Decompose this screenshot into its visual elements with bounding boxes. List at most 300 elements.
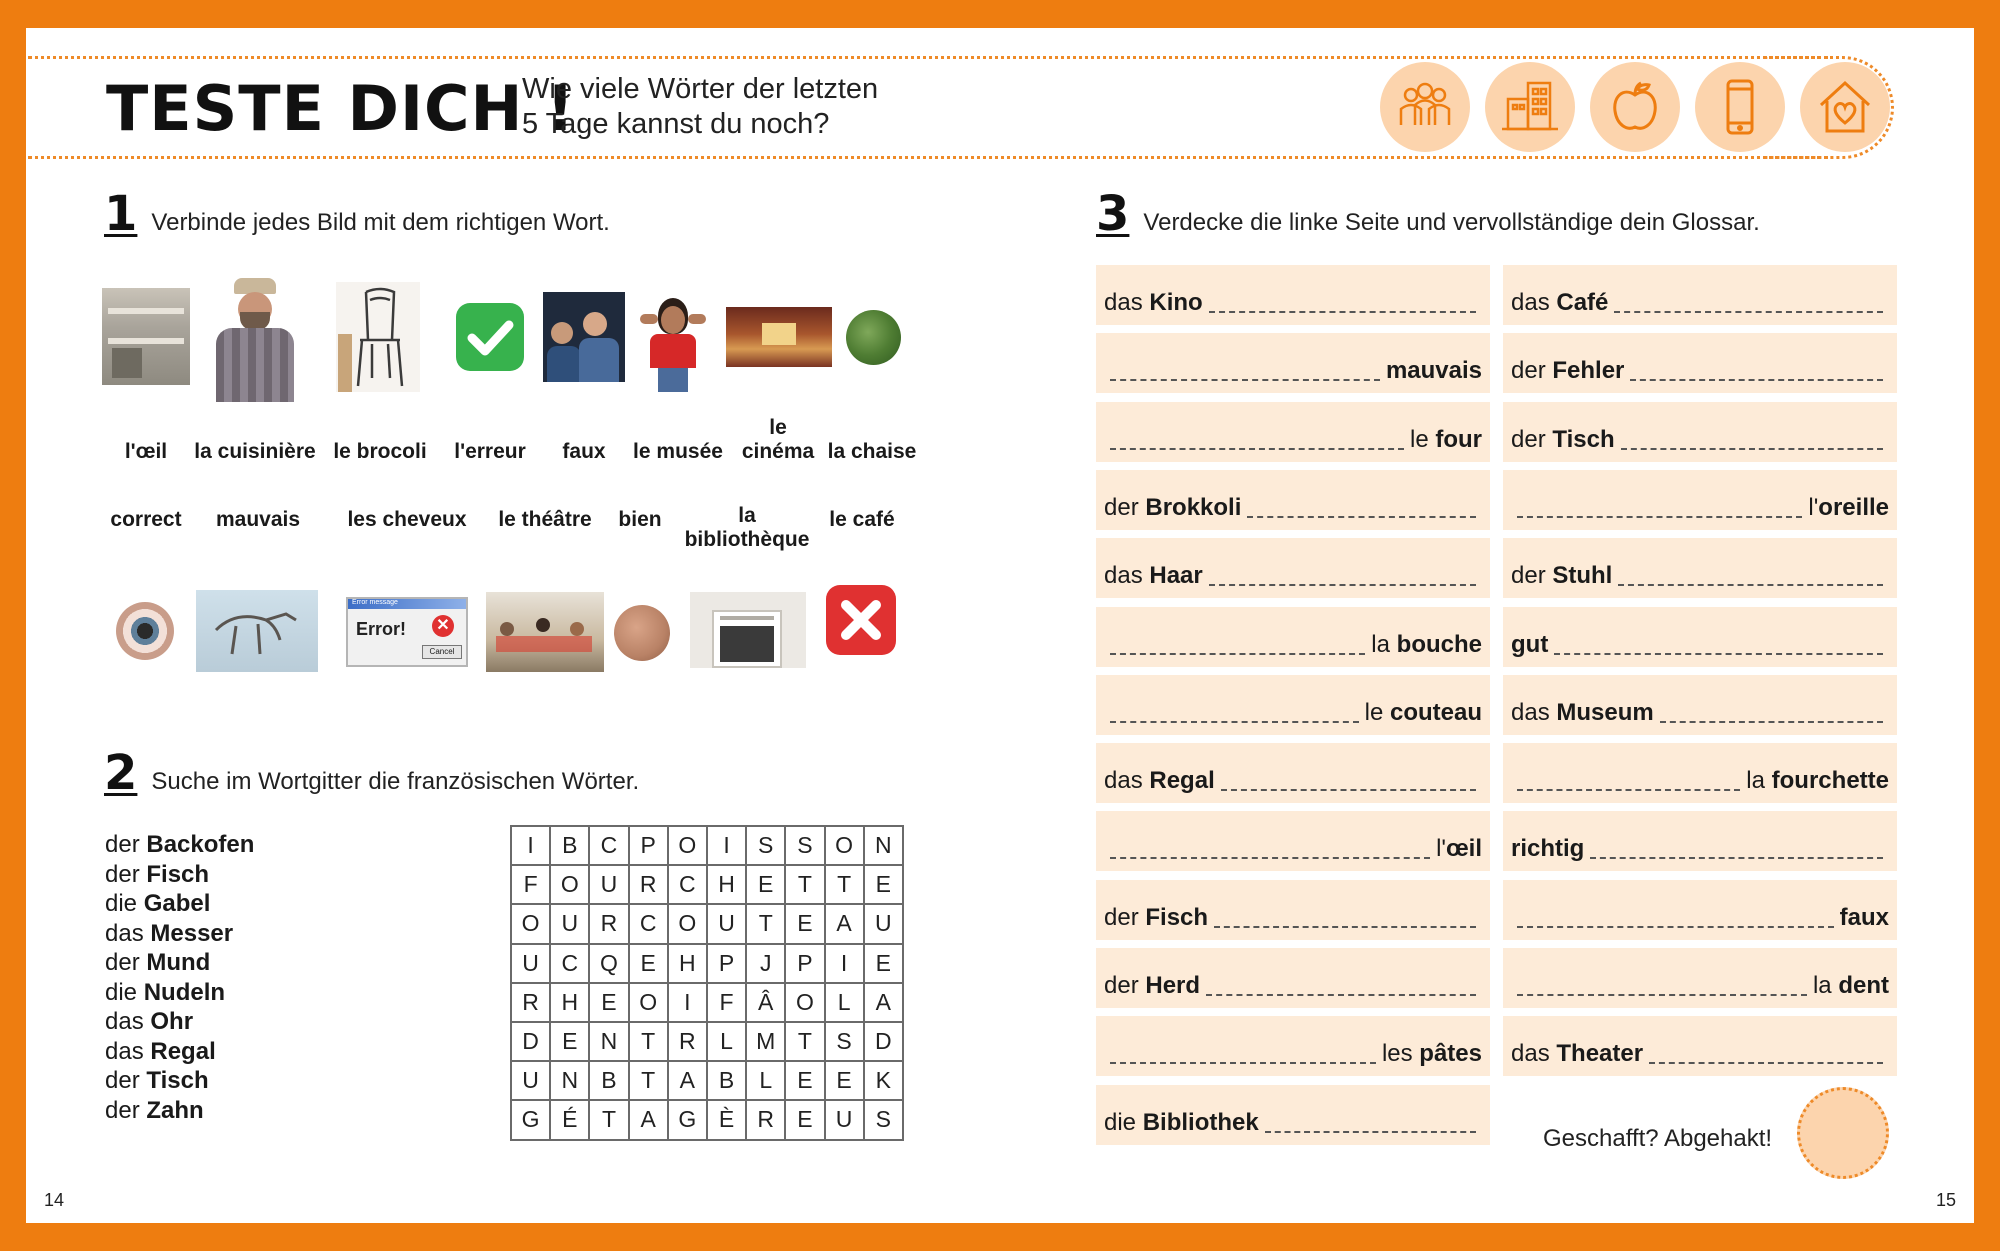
answer-line[interactable] <box>1209 311 1476 313</box>
glossary-entry <box>1096 402 1490 462</box>
glossary-entry <box>1096 811 1490 871</box>
word-mauvais: mauvais <box>215 508 301 531</box>
library-photo <box>102 288 190 385</box>
glossary-word <box>1746 767 1889 795</box>
grid-row <box>511 1022 903 1061</box>
grid-cell[interactable]: U <box>589 865 628 904</box>
header-dotted-line-bottom <box>28 156 1828 159</box>
grid-row <box>511 865 903 904</box>
grid-cell[interactable]: C <box>629 904 668 943</box>
noun: Backofen <box>146 831 255 858</box>
dinosaur-museum-photo <box>196 590 318 672</box>
grid-cell[interactable]: N <box>550 1061 589 1100</box>
grid-cell[interactable]: M <box>746 1022 785 1061</box>
noun: faux <box>1839 903 1889 931</box>
grid-cell[interactable]: S <box>746 826 785 865</box>
cafe-photo <box>486 592 604 672</box>
grid-row <box>511 1100 903 1139</box>
grid-row <box>511 826 903 865</box>
noun: pâtes <box>1419 1040 1482 1068</box>
article: der <box>105 860 140 888</box>
glossary-word <box>1410 426 1482 454</box>
grid-cell[interactable]: L <box>825 983 864 1022</box>
grid-cell[interactable]: D <box>511 1022 550 1061</box>
hair-photo <box>614 605 670 661</box>
glossary-word <box>1511 699 1654 727</box>
article: der <box>105 831 140 858</box>
grid-cell[interactable]: L <box>707 1022 746 1061</box>
cook-man-photo <box>204 278 304 402</box>
subtitle-line-1: Wie viele Wörter der letzten <box>522 73 879 105</box>
word-cuisiniere: la cuisinière <box>194 440 316 463</box>
answer-line[interactable] <box>1110 379 1380 381</box>
glossary-entry <box>1503 333 1897 393</box>
article: die <box>1104 1108 1143 1136</box>
grid-cell[interactable]: F <box>707 983 746 1022</box>
article: der <box>1511 357 1553 385</box>
glossary-word <box>1104 289 1203 317</box>
article: le <box>1364 698 1390 726</box>
grid-cell[interactable]: E <box>864 865 903 904</box>
grid-cell[interactable]: G <box>668 1100 707 1139</box>
glossary-entry <box>1096 948 1490 1008</box>
glossary-word <box>1104 1109 1259 1137</box>
article: der <box>105 1096 140 1124</box>
error-cancel-button: Cancel <box>422 645 462 659</box>
word-faux: faux <box>562 440 606 463</box>
word-brocoli: le brocoli <box>333 440 427 463</box>
grid-row <box>511 904 903 943</box>
glossary-word <box>1104 972 1200 1000</box>
glossary-entry <box>1503 811 1897 871</box>
answer-line[interactable] <box>1621 448 1883 450</box>
glossary-entry <box>1096 675 1490 735</box>
glossary-entry <box>1096 333 1490 393</box>
list-item <box>105 860 254 890</box>
grid-cell[interactable]: H <box>707 865 746 904</box>
grid-cell[interactable]: T <box>785 865 824 904</box>
grid-cell[interactable]: U <box>511 1061 550 1100</box>
grid-cell[interactable]: R <box>746 1100 785 1139</box>
glossary-word <box>1386 357 1482 385</box>
answer-line[interactable] <box>1517 789 1740 791</box>
grid-cell[interactable]: H <box>550 983 589 1022</box>
noun: Kino <box>1149 289 1203 316</box>
article: la <box>1371 630 1397 658</box>
article: das <box>1511 289 1557 316</box>
grid-cell[interactable]: K <box>864 1061 903 1100</box>
grid-cell[interactable]: O <box>668 904 707 943</box>
grid-cell[interactable]: T <box>785 1022 824 1061</box>
article: die <box>105 890 138 917</box>
answer-line[interactable] <box>1110 721 1359 723</box>
answer-line[interactable] <box>1517 926 1834 928</box>
noun: Theater <box>1556 1040 1644 1068</box>
article: la <box>1812 972 1839 999</box>
answer-line[interactable] <box>1618 584 1883 586</box>
noun: richtig <box>1511 835 1585 863</box>
word-cafe: le café <box>829 508 895 531</box>
grid-cell[interactable]: O <box>785 983 824 1022</box>
noun: gut <box>1511 630 1549 658</box>
grid-cell[interactable]: A <box>864 983 903 1022</box>
glossary-entry <box>1503 743 1897 803</box>
answer-line[interactable] <box>1247 516 1476 518</box>
word-bien: bien <box>618 508 662 531</box>
noun: Museum <box>1556 698 1654 726</box>
grid-cell[interactable]: J <box>746 944 785 983</box>
grid-cell[interactable]: R <box>589 904 628 943</box>
word-search-grid[interactable] <box>510 825 904 1141</box>
error-close-icon: ✕ <box>432 615 454 637</box>
answer-line[interactable] <box>1206 994 1476 996</box>
answer-line[interactable] <box>1517 994 1807 996</box>
grid-cell[interactable]: I <box>668 983 707 1022</box>
grid-cell[interactable]: E <box>825 1061 864 1100</box>
grid-cell[interactable]: T <box>629 1061 668 1100</box>
grid-cell[interactable]: L <box>746 1061 785 1100</box>
grid-cell[interactable]: U <box>707 904 746 943</box>
grid-cell[interactable]: O <box>629 983 668 1022</box>
girl-ears-photo <box>636 294 710 392</box>
glossary-entry <box>1096 1016 1490 1076</box>
grid-cell[interactable]: E <box>785 904 824 943</box>
people-icon <box>1380 62 1470 152</box>
grid-cell[interactable]: T <box>825 865 864 904</box>
glossary-entry <box>1096 607 1490 667</box>
article: der <box>1511 425 1553 453</box>
noun: Messer <box>150 919 234 947</box>
word-cheveux: les cheveux <box>347 508 467 531</box>
noun: dent <box>1838 972 1889 999</box>
article: das <box>105 1008 144 1035</box>
grid-cell[interactable]: E <box>746 865 785 904</box>
answer-line[interactable] <box>1517 516 1802 518</box>
ex3-number: 3 <box>1096 186 1130 242</box>
grid-cell[interactable]: T <box>746 904 785 943</box>
answer-line[interactable] <box>1630 379 1883 381</box>
grid-cell[interactable]: E <box>550 1022 589 1061</box>
glossary-word <box>1511 631 1548 659</box>
glossary-word <box>1808 494 1889 522</box>
article: der <box>105 949 140 976</box>
article: das <box>1511 1040 1557 1068</box>
glossary-word <box>1104 767 1215 795</box>
grid-cell[interactable]: U <box>825 1100 864 1139</box>
article: der <box>1104 903 1146 931</box>
article: les <box>1381 1040 1420 1068</box>
article: das <box>1104 767 1150 795</box>
grid-cell[interactable]: O <box>550 865 589 904</box>
page-title: TESTE DICH ! <box>106 72 576 145</box>
grid-cell[interactable]: I <box>511 826 550 865</box>
noun: Tisch <box>1552 425 1615 453</box>
noun: Stuhl <box>1552 562 1613 590</box>
noun: Gabel <box>143 890 211 917</box>
answer-line[interactable] <box>1614 311 1883 313</box>
list-item <box>105 948 254 978</box>
grid-cell[interactable]: I <box>825 944 864 983</box>
ex2-number: 2 <box>104 745 138 801</box>
answer-line[interactable] <box>1554 653 1883 655</box>
noun: Nudeln <box>143 978 226 1006</box>
glossary-word <box>1840 904 1889 932</box>
ex2-word-list <box>105 830 254 1125</box>
list-item <box>105 830 254 860</box>
grid-cell[interactable]: A <box>629 1100 668 1139</box>
chair-photo <box>336 282 420 392</box>
glossary-word <box>1511 562 1612 590</box>
article: der <box>105 1067 140 1094</box>
oven-photo <box>690 592 806 668</box>
glossary-entry <box>1096 470 1490 530</box>
done-label: Geschafft? Abgehakt! <box>1543 1125 1773 1152</box>
ex2-heading <box>104 745 639 801</box>
ex1-number: 1 <box>104 186 138 242</box>
list-item <box>105 1037 254 1067</box>
grid-cell[interactable]: É <box>550 1100 589 1139</box>
noun: Tisch <box>146 1067 209 1094</box>
noun: Brokkoli <box>1145 493 1242 521</box>
grid-row <box>511 944 903 983</box>
grid-cell[interactable]: E <box>785 1061 824 1100</box>
word-oeil: l'œil <box>124 440 168 463</box>
grid-cell[interactable]: R <box>629 865 668 904</box>
page-subtitle <box>522 72 878 142</box>
noun: fourchette <box>1771 767 1889 795</box>
grid-cell[interactable]: E <box>785 1100 824 1139</box>
noun: Regal <box>150 1037 216 1065</box>
article: das <box>1104 562 1150 590</box>
topic-icons <box>1380 62 1890 152</box>
glossary-entry <box>1503 675 1897 735</box>
article: la <box>1746 767 1772 795</box>
ex2-instruction: Suche im Wortgitter die französischen Wörter. <box>151 768 640 795</box>
list-item <box>105 919 254 949</box>
article: der <box>1511 562 1553 590</box>
glossary-word <box>1511 1040 1643 1068</box>
grid-cell[interactable]: U <box>550 904 589 943</box>
answer-line[interactable] <box>1590 857 1883 859</box>
grid-cell[interactable]: C <box>668 865 707 904</box>
article: der <box>1104 493 1146 521</box>
apple-icon <box>1590 62 1680 152</box>
glossary-entry <box>1503 1016 1897 1076</box>
glossary-word <box>1104 562 1203 590</box>
answer-line[interactable] <box>1265 1131 1476 1133</box>
glossary-word <box>1104 904 1208 932</box>
grid-cell[interactable]: R <box>668 1022 707 1061</box>
grid-cell[interactable]: R <box>511 983 550 1022</box>
grid-cell[interactable]: U <box>511 944 550 983</box>
ex3-instruction: Verdecke die linke Seite und vervollständige dein Glossar. <box>1143 209 1760 236</box>
grid-cell[interactable]: U <box>864 904 903 943</box>
answer-line[interactable] <box>1214 926 1476 928</box>
glossary-entry <box>1096 1085 1490 1145</box>
article: das <box>105 1037 144 1065</box>
noun: Fisch <box>1145 903 1209 931</box>
grid-cell[interactable]: G <box>511 1100 550 1139</box>
glossary-word <box>1382 1040 1482 1068</box>
noun: Ohr <box>150 1008 194 1035</box>
list-item <box>105 978 254 1008</box>
ex1-heading <box>104 186 610 242</box>
glossary-word <box>1511 357 1624 385</box>
article: l' <box>1436 835 1446 863</box>
grid-cell[interactable]: F <box>511 865 550 904</box>
header-dotted-line-top <box>28 56 1828 59</box>
grid-cell[interactable]: P <box>707 944 746 983</box>
glossary-entry <box>1503 880 1897 940</box>
noun: mauvais <box>1385 357 1482 385</box>
grid-cell[interactable]: O <box>825 826 864 865</box>
glossary-word <box>1436 835 1482 863</box>
grid-cell[interactable]: B <box>550 826 589 865</box>
grid-cell[interactable]: B <box>589 1061 628 1100</box>
grid-cell[interactable]: T <box>589 1100 628 1139</box>
answer-line[interactable] <box>1110 857 1430 859</box>
glossary-entry <box>1096 538 1490 598</box>
noun: bouche <box>1396 630 1482 658</box>
article: das <box>1104 289 1150 316</box>
word-theatre: le théâtre <box>498 508 592 531</box>
grid-cell[interactable]: S <box>785 826 824 865</box>
done-checkbox[interactable] <box>1797 1087 1889 1179</box>
glossary-entry <box>1096 880 1490 940</box>
answer-line[interactable] <box>1110 653 1365 655</box>
grid-cell[interactable]: H <box>668 944 707 983</box>
grid-cell[interactable]: N <box>589 1022 628 1061</box>
noun: Zahn <box>146 1096 204 1124</box>
answer-line[interactable] <box>1209 584 1476 586</box>
grid-cell[interactable]: E <box>589 983 628 1022</box>
eye-photo <box>116 602 174 660</box>
grid-cell[interactable]: A <box>825 904 864 943</box>
glossary-entry <box>1096 265 1490 325</box>
glossary-entry <box>1503 538 1897 598</box>
page-number-right: 15 <box>1936 1190 1957 1210</box>
grid-cell[interactable]: D <box>864 1022 903 1061</box>
header-banner <box>28 56 1894 159</box>
grid-cell[interactable]: P <box>629 826 668 865</box>
grid-cell[interactable]: P <box>785 944 824 983</box>
theatre-hall-photo <box>726 307 832 367</box>
word-chaise: la chaise <box>827 440 917 463</box>
noun: Café <box>1556 289 1609 316</box>
glossary-word <box>1511 289 1608 317</box>
noun: Regal <box>1149 767 1215 795</box>
grid-cell[interactable]: C <box>589 826 628 865</box>
noun: four <box>1435 425 1482 453</box>
answer-line[interactable] <box>1221 789 1476 791</box>
cinema-audience-photo <box>543 292 625 382</box>
glossary-entry <box>1503 470 1897 530</box>
subtitle-line-2: 5 Tage kannst du noch? <box>522 108 830 140</box>
glossary-entry <box>1503 402 1897 462</box>
article: die <box>105 978 138 1006</box>
page-number-left: 14 <box>44 1190 65 1210</box>
grid-cell[interactable]: E <box>864 944 903 983</box>
noun: Fehler <box>1552 357 1625 385</box>
glossary-entry <box>1503 607 1897 667</box>
broccoli-photo <box>846 310 901 365</box>
noun: couteau <box>1389 698 1482 726</box>
grid-cell[interactable]: E <box>629 944 668 983</box>
grid-cell[interactable]: O <box>511 904 550 943</box>
glossary-word <box>1511 835 1584 863</box>
grid-cell[interactable]: N <box>864 826 903 865</box>
glossary-word <box>1511 426 1615 454</box>
glossary-word <box>1813 972 1889 1000</box>
grid-cell[interactable]: C <box>550 944 589 983</box>
cross-icon <box>826 585 896 655</box>
noun: Bibliothek <box>1142 1108 1259 1136</box>
grid-cell[interactable]: A <box>668 1061 707 1100</box>
ex3-heading <box>1096 186 1760 242</box>
grid-cell[interactable]: È <box>707 1100 746 1139</box>
noun: Mund <box>146 949 211 976</box>
word-bibliotheque: la bibliothèque <box>684 504 810 551</box>
article: das <box>105 919 144 947</box>
error-dialog-title: Error message <box>352 599 398 606</box>
noun: Herd <box>1145 972 1201 999</box>
noun: Fisch <box>146 860 210 888</box>
list-item <box>105 1007 254 1037</box>
grid-cell[interactable]: S <box>825 1022 864 1061</box>
noun: œil <box>1446 835 1482 863</box>
house-heart-icon <box>1800 62 1890 152</box>
glossary-word <box>1371 631 1482 659</box>
article: das <box>1511 698 1557 726</box>
glossary-entry <box>1503 265 1897 325</box>
word-erreur: l'erreur <box>454 440 526 463</box>
word-correct: correct <box>110 508 182 531</box>
checkmark-icon <box>456 303 524 371</box>
grid-cell[interactable]: Â <box>746 983 785 1022</box>
grid-cell[interactable]: Q <box>589 944 628 983</box>
city-icon <box>1485 62 1575 152</box>
error-dialog-text: Error! <box>356 619 407 639</box>
glossary-word <box>1365 699 1482 727</box>
word-cinema: le cinéma <box>741 416 815 463</box>
ex1-instruction: Verbinde jedes Bild mit dem richtigen Wort. <box>151 209 610 236</box>
glossary-entry <box>1096 743 1490 803</box>
list-item <box>105 889 254 919</box>
answer-line[interactable] <box>1649 1062 1883 1064</box>
error-dialog-image <box>346 597 468 667</box>
article: le <box>1409 425 1436 453</box>
glossary-word <box>1104 494 1241 522</box>
noun: oreille <box>1818 493 1889 521</box>
answer-line[interactable] <box>1110 448 1404 450</box>
grid-cell[interactable]: O <box>668 826 707 865</box>
glossary-entry <box>1503 948 1897 1008</box>
grid-cell[interactable]: I <box>707 826 746 865</box>
list-item <box>105 1066 254 1096</box>
grid-cell[interactable]: S <box>864 1100 903 1139</box>
list-item <box>105 1096 254 1126</box>
grid-row <box>511 983 903 1022</box>
word-musee: le musée <box>633 440 723 463</box>
grid-cell[interactable]: B <box>707 1061 746 1100</box>
answer-line[interactable] <box>1660 721 1883 723</box>
answer-line[interactable] <box>1110 1062 1376 1064</box>
noun: Haar <box>1149 562 1203 590</box>
grid-cell[interactable]: T <box>629 1022 668 1061</box>
grid-row <box>511 1061 903 1100</box>
article: der <box>1104 972 1146 999</box>
article: l' <box>1808 493 1819 521</box>
